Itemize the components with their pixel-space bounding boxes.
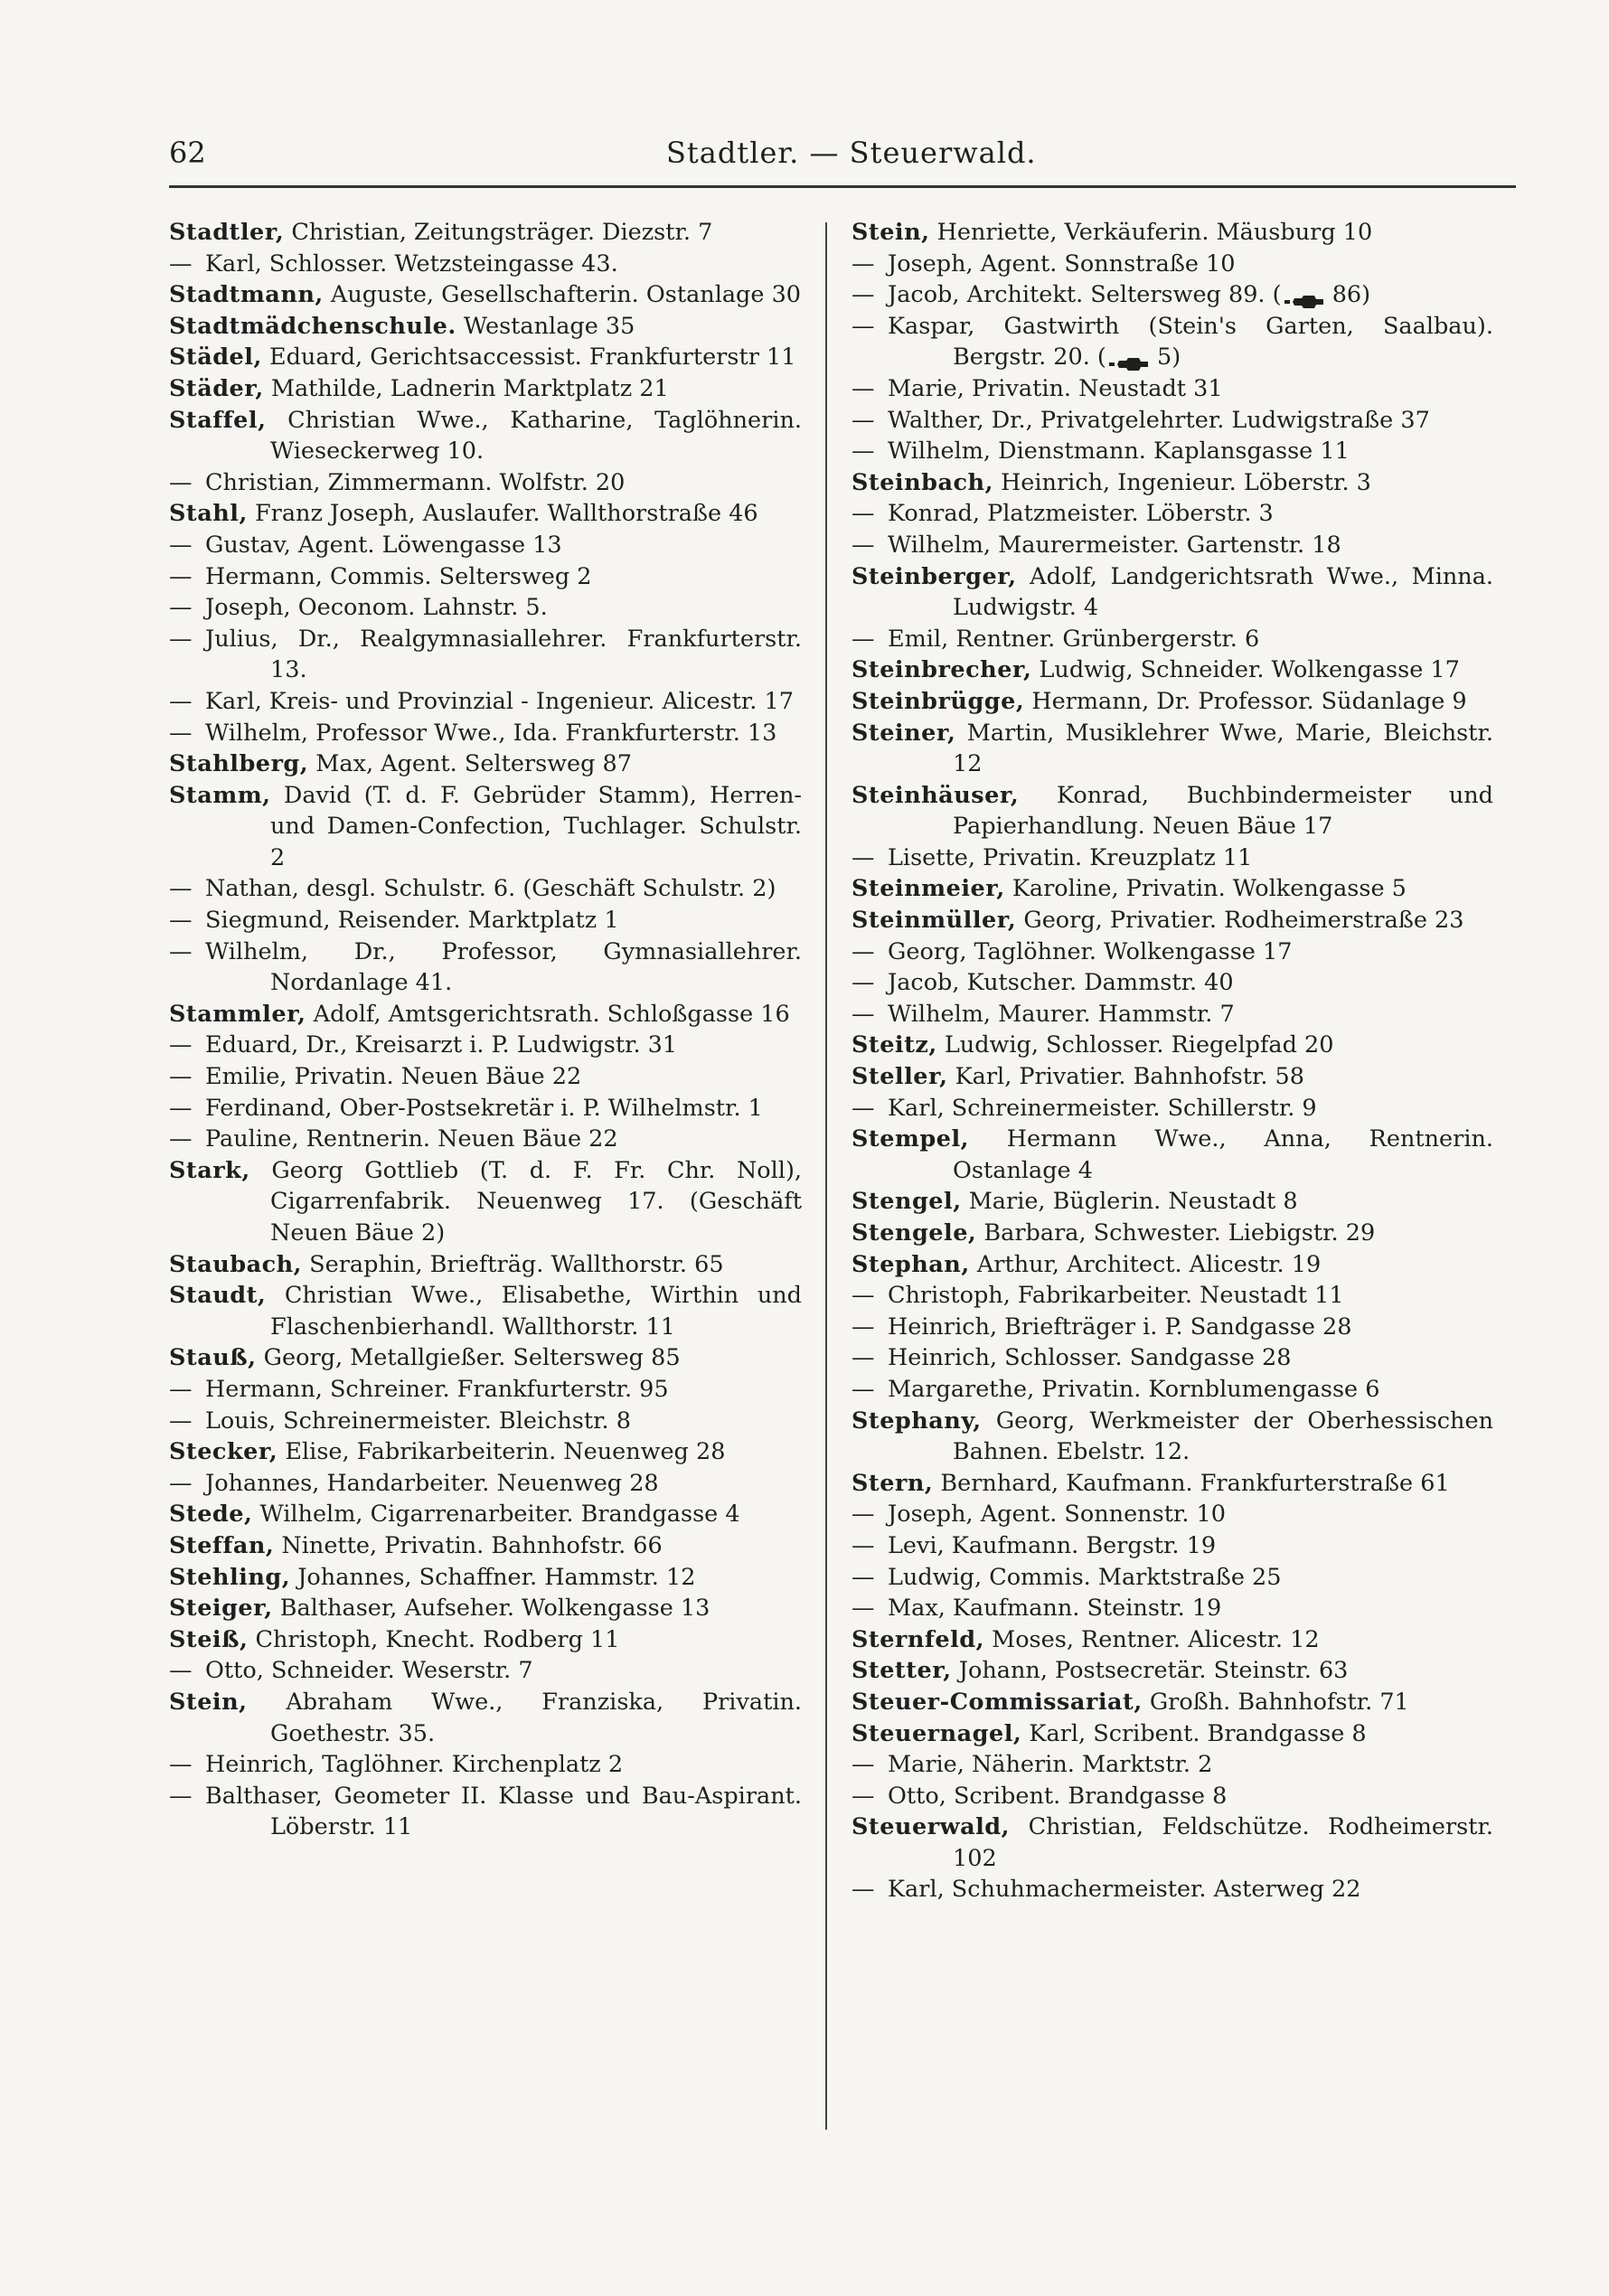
- entry-surname: Stengele,: [852, 1219, 977, 1247]
- entry-surname: Stahl,: [169, 500, 248, 528]
- ditto-dash: —: [169, 1782, 193, 1810]
- directory-subentry: [169, 467, 802, 499]
- entry-text: Georg, Werkmeister der Oberhessischen Bahnen. Ebelstr. 12.: [953, 1407, 1493, 1466]
- directory-entry: [169, 1562, 802, 1594]
- entry-text: Johann, Postsecretär. Steinstr. 63: [958, 1657, 1349, 1685]
- entry-surname: Steinberger,: [852, 562, 1017, 590]
- entry-surname: Stauß,: [169, 1344, 257, 1372]
- entry-text: Wilhelm, Maurermeister. Gartenstr. 18: [888, 531, 1341, 559]
- entry-text: Hermann, Commis. Seltersweg 2: [205, 562, 592, 590]
- entry-text: Karl, Kreis- und Provinzial - Ingenieur. Alicestr. 17: [205, 687, 794, 715]
- directory-subentry: [852, 1342, 1493, 1374]
- entry-surname: Stein,: [852, 219, 930, 246]
- entry-text: Ninette, Privatin. Bahnhofstr. 66: [281, 1531, 663, 1559]
- directory-entry: [852, 1624, 1493, 1656]
- entry-text: Elise, Fabrikarbeiterin. Neuenweg 28: [285, 1438, 726, 1466]
- directory-subentry: [169, 873, 802, 905]
- entry-surname: Stein,: [169, 1688, 248, 1716]
- telephone-hand-icon: [1282, 287, 1325, 304]
- ditto-dash: —: [852, 374, 875, 402]
- directory-subentry: [169, 1655, 802, 1687]
- entry-text: Emil, Rentner. Grünbergerstr. 6: [888, 625, 1260, 653]
- entry-text: Pauline, Rentnerin. Neuen Bäue 22: [205, 1125, 618, 1153]
- entry-text: Abraham Wwe., Franziska, Privatin. Goethestr. 35.: [270, 1688, 803, 1747]
- directory-subentry: [169, 1124, 802, 1155]
- directory-entry: [852, 1218, 1493, 1249]
- entry-text: Otto, Schneider. Weserstr. 7: [205, 1657, 533, 1685]
- entry-surname: Stetter,: [852, 1657, 952, 1685]
- entry-surname: Steinhäuser,: [852, 781, 1020, 809]
- entry-text: Heinrich, Ingenieur. Löberstr. 3: [1001, 468, 1371, 496]
- directory-entry: [852, 1406, 1493, 1468]
- entry-text: Karl, Schreinermeister. Schillerstr. 9: [888, 1094, 1317, 1122]
- directory-subentry: [169, 686, 802, 718]
- directory-subentry: [169, 561, 802, 593]
- directory-subentry: [852, 498, 1493, 530]
- ditto-dash: —: [169, 1657, 193, 1685]
- entry-text: Margarethe, Privatin. Kornblumengasse 6: [888, 1375, 1380, 1403]
- entry-surname: Steffan,: [169, 1531, 275, 1559]
- directory-subentry: [169, 718, 802, 749]
- ditto-dash: —: [169, 594, 193, 622]
- directory-entry: [169, 1624, 802, 1656]
- directory-subentry: [169, 1374, 802, 1406]
- directory-subentry: [852, 249, 1493, 280]
- directory-entry: [169, 1436, 802, 1468]
- entry-text: Konrad, Buchbindermeister und Papierhandlung. Neuen Bäue 17: [953, 781, 1493, 841]
- entry-text: Karl, Schuhmachermeister. Asterweg 22: [888, 1876, 1361, 1904]
- ditto-dash: —: [852, 1000, 875, 1028]
- entry-surname: Steinmüller,: [852, 907, 1017, 935]
- directory-subentry: [169, 249, 802, 280]
- entry-text: Ferdinand, Ober-Postsekretär i. P. Wilhelmstr. 1: [205, 1094, 763, 1122]
- entry-surname: Steinbach,: [852, 468, 993, 496]
- entry-text: Georg, Taglöhner. Wolkengasse 17: [888, 937, 1293, 965]
- entry-surname: Steiß,: [169, 1625, 249, 1653]
- entry-text: Henriette, Verkäuferin. Mäusburg 10: [936, 219, 1373, 246]
- entry-text: Eduard, Dr., Kreisarzt i. P. Ludwigstr. 31: [205, 1031, 678, 1059]
- directory-entry: [852, 905, 1493, 936]
- entry-text: Karl, Privatier. Bahnhofstr. 58: [955, 1063, 1304, 1091]
- directory-entry: [169, 1530, 802, 1562]
- directory-subentry: [852, 530, 1493, 561]
- entry-surname: Stark,: [169, 1156, 250, 1184]
- ditto-dash: —: [852, 500, 875, 528]
- entry-text: Marie, Näherin. Marktstr. 2: [888, 1751, 1213, 1779]
- ditto-dash: —: [852, 1313, 875, 1341]
- entry-text: Heinrich, Schlosser. Sandgasse 28: [888, 1344, 1292, 1372]
- directory-subentry: [852, 999, 1493, 1030]
- directory-subentry: [169, 1749, 802, 1781]
- entry-text: Christian Wwe., Katharine, Taglöhnerin. Wieseckerweg 10.: [270, 406, 803, 466]
- entry-text: Karl, Scribent. Brandgasse 8: [1029, 1719, 1367, 1747]
- entry-text: Ludwig, Schneider. Wolkengasse 17: [1039, 656, 1460, 684]
- entry-text: Heinrich, Briefträger i. P. Sandgasse 28: [888, 1313, 1352, 1341]
- right-column: [852, 217, 1493, 1905]
- directory-entry: [852, 1061, 1493, 1093]
- directory-entry: [169, 1155, 802, 1249]
- entry-text: Joseph, Agent. Sonnenstr. 10: [888, 1501, 1226, 1529]
- entry-text: Johannes, Handarbeiter. Neuenweg 28: [205, 1469, 659, 1497]
- entry-surname: Steuernagel,: [852, 1719, 1022, 1747]
- ditto-dash: —: [852, 531, 875, 559]
- directory-subentry: [852, 936, 1493, 968]
- entry-surname: Stern,: [852, 1469, 934, 1497]
- directory-entry: [852, 1030, 1493, 1061]
- entry-text: Heinrich, Taglöhner. Kirchenplatz 2: [205, 1751, 624, 1779]
- directory-subentry: [852, 1781, 1493, 1812]
- directory-subentry: [169, 1406, 802, 1437]
- directory-entry: [169, 373, 802, 405]
- entry-text: Westanlage 35: [463, 312, 635, 340]
- directory-entry: [169, 780, 802, 874]
- ditto-dash: —: [852, 937, 875, 965]
- directory-entry: [169, 748, 802, 780]
- entry-phone-number: 86): [1324, 281, 1371, 309]
- entry-text: Martin, Musiklehrer Wwe, Marie, Bleichstr. 12: [953, 719, 1493, 778]
- entry-surname: Steiner,: [852, 719, 956, 747]
- ditto-dash: —: [169, 531, 193, 559]
- ditto-dash: —: [852, 843, 875, 871]
- left-column: [169, 217, 802, 1843]
- directory-entry: [169, 999, 802, 1030]
- directory-entry: [169, 1342, 802, 1374]
- entry-surname: Stengel,: [852, 1188, 962, 1216]
- directory-subentry: [852, 373, 1493, 405]
- ditto-dash: —: [169, 719, 193, 747]
- directory-subentry: [852, 842, 1493, 874]
- entry-text: Hermann, Dr. Professor. Südanlage 9: [1031, 687, 1467, 715]
- ditto-dash: —: [169, 468, 193, 496]
- ditto-dash: —: [169, 625, 193, 653]
- ditto-dash: —: [169, 1031, 193, 1059]
- directory-subentry: [852, 1374, 1493, 1406]
- ditto-dash: —: [852, 1375, 875, 1403]
- ditto-dash: —: [852, 438, 875, 466]
- entry-surname: Staubach,: [169, 1250, 303, 1278]
- ditto-dash: —: [169, 249, 193, 278]
- directory-entry: [169, 498, 802, 530]
- directory-entry: [852, 1249, 1493, 1281]
- entry-surname: Stephany,: [852, 1407, 982, 1435]
- entry-text: Georg, Privatier. Rodheimerstraße 23: [1023, 907, 1464, 935]
- entry-surname: Stadtler,: [169, 219, 285, 246]
- ditto-dash: —: [852, 1782, 875, 1810]
- entry-surname: Steuer-Commissariat,: [852, 1688, 1143, 1716]
- entry-surname: Steinmeier,: [852, 875, 1005, 903]
- entry-text: Joseph, Agent. Sonnstraße 10: [888, 249, 1236, 278]
- ditto-dash: —: [852, 249, 875, 278]
- ditto-dash: —: [852, 1094, 875, 1122]
- ditto-dash: —: [169, 875, 193, 903]
- entry-surname: Steiger,: [169, 1595, 273, 1623]
- entry-text: Ludwig, Commis. Marktstraße 25: [888, 1563, 1282, 1591]
- entry-text: Gustav, Agent. Löwengasse 13: [205, 531, 562, 559]
- directory-entry: [169, 1249, 802, 1281]
- entry-text: Franz Joseph, Auslaufer. Wallthorstraße 46: [254, 500, 758, 528]
- ditto-dash: —: [852, 1563, 875, 1591]
- directory-subentry: [852, 1093, 1493, 1124]
- entry-text: Johannes, Schaffner. Hammstr. 12: [297, 1563, 696, 1591]
- entry-surname: Stephan,: [852, 1250, 970, 1278]
- directory-subentry: [852, 1593, 1493, 1624]
- directory-subentry: [852, 1874, 1493, 1905]
- entry-text: Christian, Feldschütze. Rodheimerstr. 102: [953, 1813, 1494, 1872]
- entry-text: Wilhelm, Professor Wwe., Ida. Frankfurterstr. 13: [205, 719, 777, 747]
- entry-text: Nathan, desgl. Schulstr. 6. (Geschäft Schulstr. 2): [205, 875, 776, 903]
- directory-subentry: [169, 592, 802, 624]
- entry-surname: Staudt,: [169, 1282, 267, 1310]
- entry-text: Konrad, Platzmeister. Löberstr. 3: [888, 500, 1274, 528]
- entry-text: Christian, Zimmermann. Wolfstr. 20: [205, 468, 626, 496]
- directory-subentry: [852, 1749, 1493, 1781]
- entry-text: Wilhelm, Dr., Professor, Gymnasiallehrer. Nordanlage 41.: [205, 937, 802, 997]
- entry-surname: Städer,: [169, 374, 264, 402]
- entry-text: Christoph, Fabrikarbeiter. Neustadt 11: [888, 1282, 1344, 1310]
- entry-text: Karl, Schlosser. Wetzsteingasse 43.: [205, 249, 618, 278]
- directory-subentry: [169, 936, 802, 999]
- entry-text: Lisette, Privatin. Kreuzplatz 11: [888, 843, 1253, 871]
- entry-text: Levi, Kaufmann. Bergstr. 19: [888, 1531, 1217, 1559]
- entry-surname: Stecker,: [169, 1438, 278, 1466]
- running-head: Stadtler. — Steuerwald.: [666, 136, 1037, 170]
- entry-text: Balthaser, Geometer II. Klasse und Bau-Aspirant. Löberstr. 11: [205, 1782, 802, 1841]
- directory-entry: [169, 1593, 802, 1624]
- entry-text: Joseph, Oeconom. Lahnstr. 5.: [205, 594, 548, 622]
- entry-surname: Stadtmädchenschule.: [169, 312, 456, 340]
- directory-entry: [169, 279, 802, 311]
- directory-entry: [852, 1124, 1493, 1186]
- directory-entry: [852, 1687, 1493, 1718]
- directory-subentry: [169, 1468, 802, 1500]
- ditto-dash: —: [852, 1531, 875, 1559]
- directory-entry: [852, 1468, 1493, 1500]
- header-rule: [169, 185, 1516, 188]
- entry-text: Max, Agent. Seltersweg 87: [315, 750, 632, 778]
- directory-entry: [852, 654, 1493, 686]
- ditto-dash: —: [169, 1094, 193, 1122]
- entry-text: Eduard, Gerichtsaccessist. Frankfurterstr 11: [268, 343, 796, 372]
- directory-entry: [852, 780, 1493, 842]
- entry-surname: Stahlberg,: [169, 750, 309, 778]
- directory-entry: [169, 311, 802, 343]
- entry-text: Adolf, Landgerichtsrath Wwe., Minna. Ludwigstr. 4: [953, 562, 1494, 622]
- ditto-dash: —: [852, 625, 875, 653]
- ditto-dash: —: [169, 1407, 193, 1435]
- ditto-dash: —: [169, 937, 193, 965]
- entry-text: Großh. Bahnhofstr. 71: [1149, 1688, 1409, 1716]
- directory-entry: [852, 1186, 1493, 1218]
- entry-text: Walther, Dr., Privatgelehrter. Ludwigstraße 37: [888, 406, 1430, 434]
- entry-surname: Stede,: [169, 1501, 253, 1529]
- directory-subentry: [852, 436, 1493, 467]
- entry-surname: Steitz,: [852, 1031, 937, 1059]
- directory-entry: [852, 686, 1493, 718]
- entry-surname: Stadtmann,: [169, 281, 324, 309]
- ditto-dash: —: [169, 687, 193, 715]
- entry-text: Otto, Scribent. Brandgasse 8: [888, 1782, 1228, 1810]
- entry-text: Kaspar, Gastwirth (Stein's Garten, Saalbau). Bergstr. 20. (: [888, 312, 1493, 372]
- entry-text: Christian Wwe., Elisabethe, Wirthin und Flaschenbierhandl. Wallthorstr. 11: [270, 1282, 802, 1341]
- column-divider: [825, 222, 827, 2130]
- directory-subentry: [169, 624, 802, 686]
- directory-entry: [169, 217, 802, 249]
- directory-entry: [852, 873, 1493, 905]
- entry-text: Wilhelm, Dienstmann. Kaplansgasse 11: [888, 438, 1350, 466]
- ditto-dash: —: [169, 1751, 193, 1779]
- entry-text: Jacob, Kutscher. Dammstr. 40: [888, 969, 1234, 997]
- ditto-dash: —: [852, 1501, 875, 1529]
- entry-surname: Staffel,: [169, 406, 267, 434]
- directory-subentry: [169, 1781, 802, 1843]
- entry-text: Hermann, Schreiner. Frankfurterstr. 95: [205, 1375, 669, 1403]
- directory-subentry: [169, 1093, 802, 1124]
- ditto-dash: —: [852, 969, 875, 997]
- telephone-hand-icon: [1106, 350, 1150, 366]
- ditto-dash: —: [852, 1751, 875, 1779]
- directory-entry: [852, 1811, 1493, 1874]
- entry-surname: Stamm,: [169, 781, 271, 809]
- entry-text: Christian, Zeitungsträger. Diezstr. 7: [291, 219, 713, 246]
- entry-text: Barbara, Schwester. Liebigstr. 29: [983, 1219, 1376, 1247]
- entry-text: Auguste, Gesellschafterin. Ostanlage 30: [330, 281, 802, 309]
- directory-entry: [852, 1655, 1493, 1687]
- entry-text: Julius, Dr., Realgymnasiallehrer. Frankfurterstr. 13.: [205, 625, 802, 684]
- ditto-dash: —: [169, 1375, 193, 1403]
- page-header: [169, 136, 1516, 175]
- entry-text: Karoline, Privatin. Wolkengasse 5: [1012, 875, 1407, 903]
- entry-text: Marie, Privatin. Neustadt 31: [888, 374, 1223, 402]
- entry-text: Georg Gottlieb (T. d. F. Fr. Chr. Noll), Cigarrenfabrik. Neuenweg 17. (Geschäft Neuen Bäue 2): [270, 1156, 802, 1247]
- directory-subentry: [852, 1280, 1493, 1312]
- directory-subentry: [852, 279, 1493, 311]
- ditto-dash: —: [852, 281, 875, 309]
- entry-text: Mathilde, Ladnerin Marktplatz 21: [270, 374, 669, 402]
- directory-subentry: [169, 530, 802, 561]
- ditto-dash: —: [169, 1063, 193, 1091]
- entry-surname: Stammler,: [169, 1000, 306, 1028]
- entry-text: Moses, Rentner. Alicestr. 12: [992, 1625, 1320, 1653]
- directory-subentry: [852, 624, 1493, 655]
- entry-surname: Steuerwald,: [852, 1813, 1010, 1841]
- directory-subentry: [852, 967, 1493, 999]
- entry-text: Hermann Wwe., Anna, Rentnerin. Ostanlage 4: [953, 1125, 1494, 1184]
- directory-entry: [169, 342, 802, 373]
- directory-entry: [169, 405, 802, 467]
- ditto-dash: —: [852, 1344, 875, 1372]
- ditto-dash: —: [852, 1595, 875, 1623]
- entry-text: Christoph, Knecht. Rodberg 11: [255, 1625, 620, 1653]
- entry-text: Georg, Metallgießer. Seltersweg 85: [263, 1344, 681, 1372]
- ditto-dash: —: [169, 907, 193, 935]
- directory-entry: [852, 467, 1493, 499]
- entry-surname: Steinbrecher,: [852, 656, 1032, 684]
- entry-text: Jacob, Architekt. Seltersweg 89. (: [888, 281, 1282, 309]
- entry-surname: Stempel,: [852, 1125, 970, 1153]
- entry-text: Wilhelm, Maurer. Hammstr. 7: [888, 1000, 1235, 1028]
- entry-surname: Steller,: [852, 1063, 948, 1091]
- ditto-dash: —: [169, 1469, 193, 1497]
- ditto-dash: —: [852, 406, 875, 434]
- directory-subentry: [852, 405, 1493, 437]
- entry-text: Wilhelm, Cigarrenarbeiter. Brandgasse 4: [259, 1501, 740, 1529]
- directory-subentry: [852, 311, 1493, 373]
- directory-subentry: [852, 1530, 1493, 1562]
- entry-text: Marie, Büglerin. Neustadt 8: [968, 1188, 1298, 1216]
- ditto-dash: —: [169, 1125, 193, 1153]
- directory-subentry: [852, 1312, 1493, 1343]
- ditto-dash: —: [852, 312, 875, 340]
- entry-text: Emilie, Privatin. Neuen Bäue 22: [205, 1063, 582, 1091]
- entry-text: Max, Kaufmann. Steinstr. 19: [888, 1595, 1222, 1623]
- directory-subentry: [852, 1562, 1493, 1594]
- directory-subentry: [852, 1499, 1493, 1530]
- entry-text: Seraphin, Briefträg. Wallthorstr. 65: [309, 1250, 724, 1278]
- directory-entry: [169, 1499, 802, 1530]
- page-number: 62: [169, 136, 206, 170]
- directory-entry: [852, 1718, 1493, 1750]
- directory-entry: [852, 217, 1493, 249]
- entry-surname: Sternfeld,: [852, 1625, 984, 1653]
- entry-text: David (T. d. F. Gebrüder Stamm), Herren- und Damen-Confection, Tuchlager. Schulstr. 2: [270, 781, 802, 871]
- entry-text: Louis, Schreinermeister. Bleichstr. 8: [205, 1407, 631, 1435]
- entry-text: Bernhard, Kaufmann. Frankfurterstraße 61: [940, 1469, 1450, 1497]
- directory-entry: [169, 1687, 802, 1749]
- entry-surname: Städel,: [169, 343, 262, 372]
- ditto-dash: —: [169, 562, 193, 590]
- directory-entry: [852, 718, 1493, 780]
- entry-text: Siegmund, Reisender. Marktplatz 1: [205, 907, 619, 935]
- entry-text: Arthur, Architect. Alicestr. 19: [976, 1250, 1322, 1278]
- ditto-dash: —: [852, 1876, 875, 1904]
- directory-entry: [169, 1280, 802, 1342]
- directory-subentry: [169, 1030, 802, 1061]
- directory-subentry: [169, 1061, 802, 1093]
- directory-entry: [852, 561, 1493, 624]
- entry-surname: Stehling,: [169, 1563, 291, 1591]
- entry-text: Ludwig, Schlosser. Riegelpfad 20: [944, 1031, 1334, 1059]
- ditto-dash: —: [852, 1282, 875, 1310]
- directory-subentry: [169, 905, 802, 936]
- entry-surname: Steinbrügge,: [852, 687, 1025, 715]
- entry-phone-number: 5): [1149, 343, 1181, 372]
- entry-text: Balthaser, Aufseher. Wolkengasse 13: [279, 1595, 710, 1623]
- entry-text: Adolf, Amtsgerichtsrath. Schloßgasse 16: [313, 1000, 790, 1028]
